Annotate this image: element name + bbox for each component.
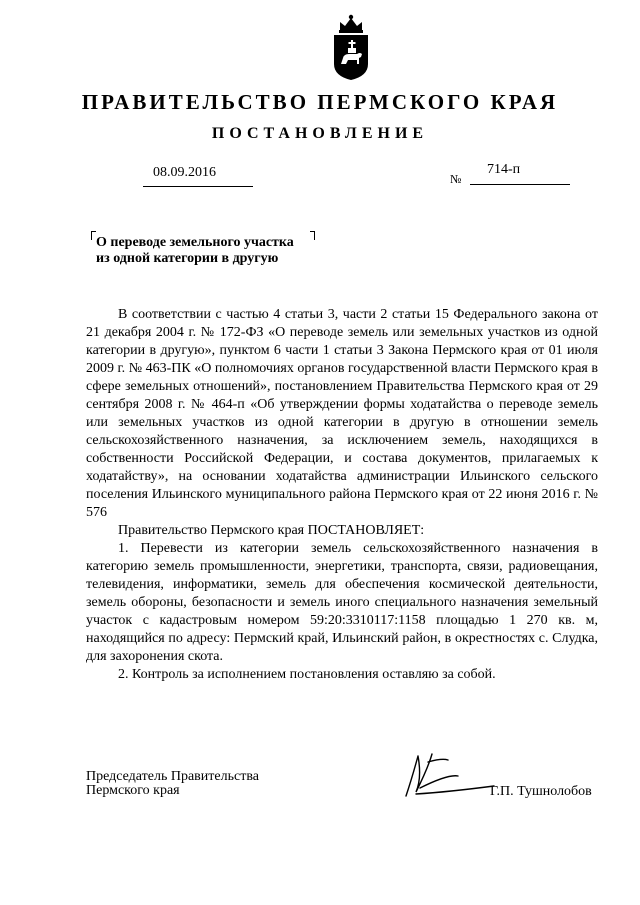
signatory-line-1: Председатель Правительства xyxy=(86,769,259,784)
document-body xyxy=(86,306,598,684)
document-type: ПОСТАНОВЛЕНИЕ xyxy=(211,125,429,142)
subject-line-1: О переводе земельного участка xyxy=(96,235,294,250)
perm-krai-coat-of-arms-icon xyxy=(326,12,376,82)
signatory-line-2: Пермского края xyxy=(86,783,180,798)
item-2-paragraph: 2. Контроль за исполнением постановления оставляю за собой. xyxy=(118,667,496,682)
subject-line-2: из одной категории в другую xyxy=(96,251,279,266)
item-1-paragraph: 1. Перевести из категории земель сельскохозяйственного назначения в категорию земель промышленности, энергетики, транспорта, связи, радиовещания, телевидения, информатики, земель для обеспечения космической деятельности, земель обороны, безопасности и земель иного специального назначения земельный участок с кадастровым номером 59:20:3310117:1158 площадью 1 270 кв. м, находящийся по адресу: Пермский край, Ильинский район, в окрестностях с. Слудка, для захоронения скота. xyxy=(86,541,598,664)
government-title: ПРАВИТЕЛЬСТВО ПЕРМСКОГО КРАЯ xyxy=(81,90,559,114)
resolution-paragraph: Правительство Пермского края ПОСТАНОВЛЯЕТ: xyxy=(118,523,425,538)
signer-name: Г.П. Тушнолобов xyxy=(490,784,592,799)
document-subject xyxy=(96,235,336,267)
number-sign: № xyxy=(450,172,462,186)
number-underline xyxy=(470,184,570,185)
document-date: 08.09.2016 xyxy=(153,165,216,180)
handwritten-signature-icon xyxy=(398,748,498,803)
document-number: 714-п xyxy=(487,162,521,177)
date-underline xyxy=(143,186,253,187)
signatory-title xyxy=(86,770,259,798)
preamble-paragraph: В соответствии с частью 4 статьи 3, части 2 статьи 15 Федерального закона от 21 декабря 2004 г. № 172-ФЗ «О переводе земель или земельных участков из одной категории в другую», пунктом 6 части 1 статьи 3 Закона Пермского края от 01 июля 2009 г. № 463-ПК «О полномочиях органов государственной власти Пермского края в сфере земельных отношений», постановлением Правительства Пермского края от 29 сентября 2008 г. № 464-п «Об утверждении формы ходатайства о переводе земель или земельных участков из одной категории в другую в отношении земель сельскохозяйственного назначения, за исключением земель, находящихся в собственности Российской Федерации, и состава документов, прилагаемых к ходатайству», на основании ходатайства администрации Ильинского сельского поселения Ильинского муниципального района Пермского края от 22 июня 2016 г. № 576 xyxy=(86,307,598,520)
